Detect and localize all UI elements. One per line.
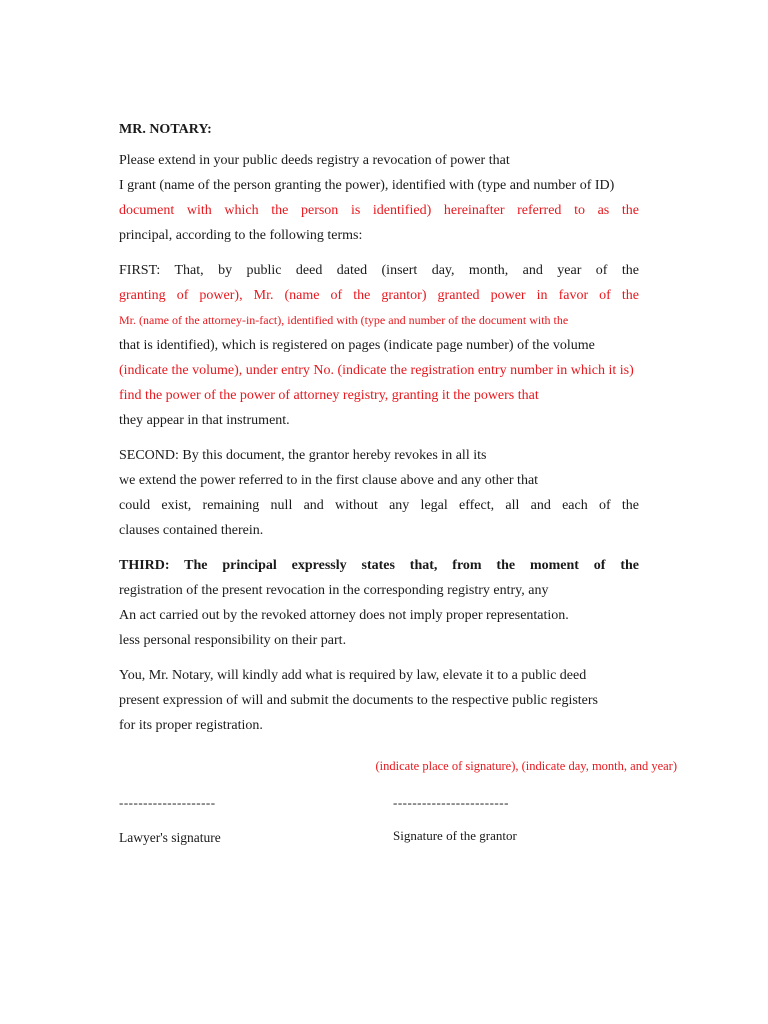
intro-line-4: principal, according to the following terms: xyxy=(119,228,363,243)
place-date-line: (indicate place of signature), (indicate day, month, and year) xyxy=(375,759,677,773)
paragraph-first-clause xyxy=(119,258,639,433)
intro-line-1: Please extend in your public deeds registry a revocation of power that xyxy=(119,153,510,168)
grantor-signature-line: ------------------------ xyxy=(393,795,509,810)
paragraph-second-clause xyxy=(119,443,639,543)
third-clause-line-1: THIRD: The principal expressly states that, from the moment of the xyxy=(119,558,639,573)
lawyer-signature-label: Lawyer's signature xyxy=(119,830,221,845)
first-clause-line-4: that is identified), which is registered on pages (indicate page number) of the volume xyxy=(119,338,595,353)
document-heading: MR. NOTARY: xyxy=(119,122,212,137)
grantor-signature-label: Signature of the grantor xyxy=(393,828,517,843)
document-body xyxy=(119,120,639,748)
second-clause-line-3: could exist, remaining null and without any legal effect, all and each of the xyxy=(119,498,639,513)
closing-line-2: present expression of will and submit the documents to the respective public registers xyxy=(119,693,598,708)
first-clause-line-2: granting of power), Mr. (name of the grantor) granted power in favor of the xyxy=(119,288,639,303)
second-clause-line-1: SECOND: By this document, the grantor hereby revokes in all its xyxy=(119,448,487,463)
closing-line-3: for its proper registration. xyxy=(119,718,263,733)
first-clause-line-5: (indicate the volume), under entry No. (indicate the registration entry number in which it is) xyxy=(119,363,634,378)
intro-line-3: document with which the person is identified) hereinafter referred to as the xyxy=(119,203,639,218)
first-clause-line-6: find the power of the power of attorney registry, granting it the powers that xyxy=(119,388,539,403)
paragraph-intro xyxy=(119,148,639,248)
second-clause-line-2: we extend the power referred to in the first clause above and any other that xyxy=(119,473,539,488)
intro-line-2: I grant (name of the person granting the power), identified with (type and number of ID) xyxy=(119,178,615,193)
closing-line-1: You, Mr. Notary, will kindly add what is required by law, elevate it to a public deed xyxy=(119,668,587,683)
paragraph-closing xyxy=(119,663,639,738)
third-clause-line-4: less personal responsibility on their part. xyxy=(119,633,347,648)
first-clause-line-1: FIRST: That, by public deed dated (insert day, month, and year of the xyxy=(119,263,639,278)
third-clause-line-3: An act carried out by the revoked attorney does not imply proper representation. xyxy=(119,608,569,623)
third-clause-line-2: registration of the present revocation in the corresponding registry entry, any xyxy=(119,583,549,598)
first-clause-line-7: they appear in that instrument. xyxy=(119,413,290,428)
first-clause-line-3: Mr. (name of the attorney-in-fact), identified with (type and number of the document with the xyxy=(119,313,569,327)
second-clause-line-4: clauses contained therein. xyxy=(119,523,264,538)
paragraph-third-clause xyxy=(119,553,639,653)
lawyer-signature-line: -------------------- xyxy=(119,795,216,810)
